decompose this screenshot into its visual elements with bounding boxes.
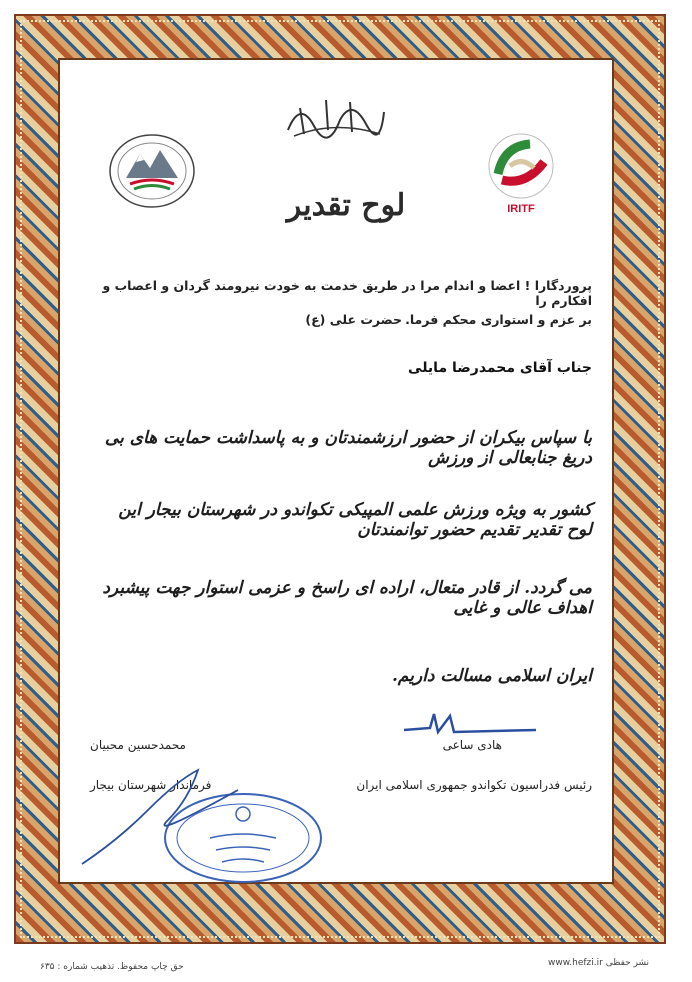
left-signature (78, 760, 248, 870)
left-signatory-name: محمدحسین محبیان (90, 738, 186, 752)
footer-publisher (548, 958, 649, 968)
basmala-calligraphy (280, 90, 390, 140)
verse-attribution: حضرت علی (ع) (305, 312, 402, 327)
footer-copyright: حق چاپ محفوظ. تذهیب شماره : ۶۳۵ (40, 962, 184, 972)
body-line-4: ایران اسلامی مسالت داریم. (392, 666, 592, 686)
right-signatory-name: هادی ساعی (442, 738, 502, 752)
right-signature (400, 706, 540, 740)
verse-line-2: بر عزم و استواری محکم فرما. (405, 312, 592, 327)
iritf-logo-text: IRITF (507, 203, 535, 215)
left-signatory-title: فرماندار شهرستان بیجار (90, 778, 212, 792)
verse-line-1: پروردگارا ! اعضا و اندام مرا در طریق خدمت به خودت نیرومند گردان و اعصاب و افکارم را (102, 278, 592, 308)
body-line-1: با سپاس بیکران از حضور ارزشمندتان و به پاسداشت حمایت های بی دریغ جنابعالی از ورزش (104, 428, 592, 468)
footer-website: www.hefzi.ir (548, 958, 603, 968)
body-line-2: کشور به ویژه ورزش علمی المپیکی تکواندو در شهرستان بیجار این لوح تقدیر تقدیم حضور توانمندتان (118, 500, 592, 540)
recipient-name: جناب آقای محمدرضا مایلی (408, 360, 592, 376)
footer-publisher-name: نشر حفظی (605, 958, 650, 968)
body-line-3: می گردد. از قادر متعال، اراده ای راسخ و عزمی استوار جهت پیشبرد اهداف عالی و غایی (102, 578, 592, 618)
right-signatory-title: رئیس فدراسیون تکواندو جمهوری اسلامی ایران (356, 778, 592, 792)
certificate-title: لوح تقدیر (286, 188, 406, 223)
